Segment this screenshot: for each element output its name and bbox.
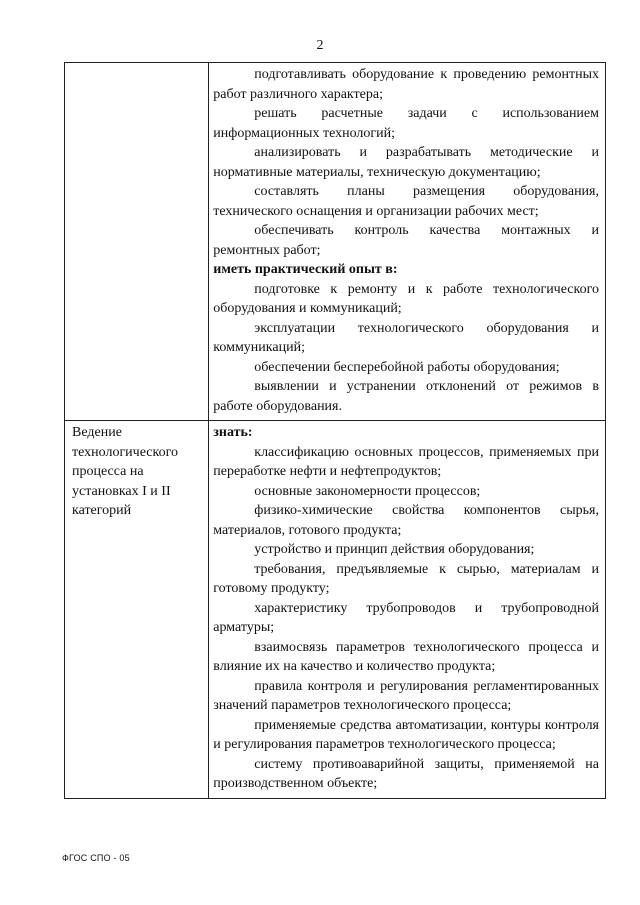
competency-table xyxy=(64,62,606,799)
requirement-item: устройство и принцип действия оборудования; xyxy=(254,542,535,557)
requirement-item: основные закономерности процессов; xyxy=(254,483,481,499)
requirement-item: применяемые средства автоматизации, контуры контроля и регулирования параметров технологического процесса; xyxy=(213,717,599,752)
requirement-item: систему противоаварийной защиты, применяемой на производственном объекте; xyxy=(213,756,599,791)
requirement-item: правила контроля и регулирования регламентированных значений параметров технологического процесса; xyxy=(213,678,599,713)
requirement-item: подготовке к ремонту и к работе технологического оборудования и коммуникаций; xyxy=(213,281,599,316)
requirement-item: обеспечивать контроль качества монтажных и ремонтных работ; xyxy=(213,223,599,258)
requirement-item: эксплуатации технологического оборудования и коммуникаций; xyxy=(213,320,599,355)
requirement-item: обеспечении бесперебойной работы оборудования; xyxy=(254,359,560,375)
activity-type-cell: Ведение технологического процесса на установках I и II категорий xyxy=(65,421,209,799)
requirement-heading: знать: xyxy=(213,425,253,440)
requirement-item: выявлении и устранении отклонений от режимов в работе оборудования. xyxy=(213,379,599,414)
requirement-item: подготавливать оборудование к проведению ремонтных работ различного характера; xyxy=(213,67,599,102)
requirement-item: анализировать и разрабатывать методические и нормативные материалы, техническую документацию; xyxy=(213,145,599,180)
page-number: 2 xyxy=(316,38,324,53)
document-footer-code: ФГОС СПО - 05 xyxy=(62,853,130,863)
requirement-item: требования, предъявляемые к сырью, материалам и готовому продукту; xyxy=(213,561,599,596)
table-row xyxy=(65,421,606,799)
table-row xyxy=(65,63,606,421)
requirement-item: взаимосвязь параметров технологического процесса и влияние их на качество и количество продукта; xyxy=(213,639,599,674)
requirement-item: классификацию основных процессов, применяемых при переработке нефти и нефтепродуктов; xyxy=(213,444,599,479)
requirement-item: решать расчетные задачи с использованием информационных технологий; xyxy=(213,106,599,141)
activity-type-cell xyxy=(65,63,209,421)
requirement-item: составлять планы размещения оборудования, технического оснащения и организации рабочих мест; xyxy=(213,184,599,219)
requirement-heading: иметь практический опыт в: xyxy=(213,262,398,277)
requirements-cell xyxy=(209,63,606,421)
requirements-cell xyxy=(209,421,606,799)
requirement-item: характеристику трубопроводов и трубопроводной арматуры; xyxy=(213,600,599,635)
requirement-item: физико-химические свойства компонентов сырья, материалов, готового продукта; xyxy=(213,503,599,538)
